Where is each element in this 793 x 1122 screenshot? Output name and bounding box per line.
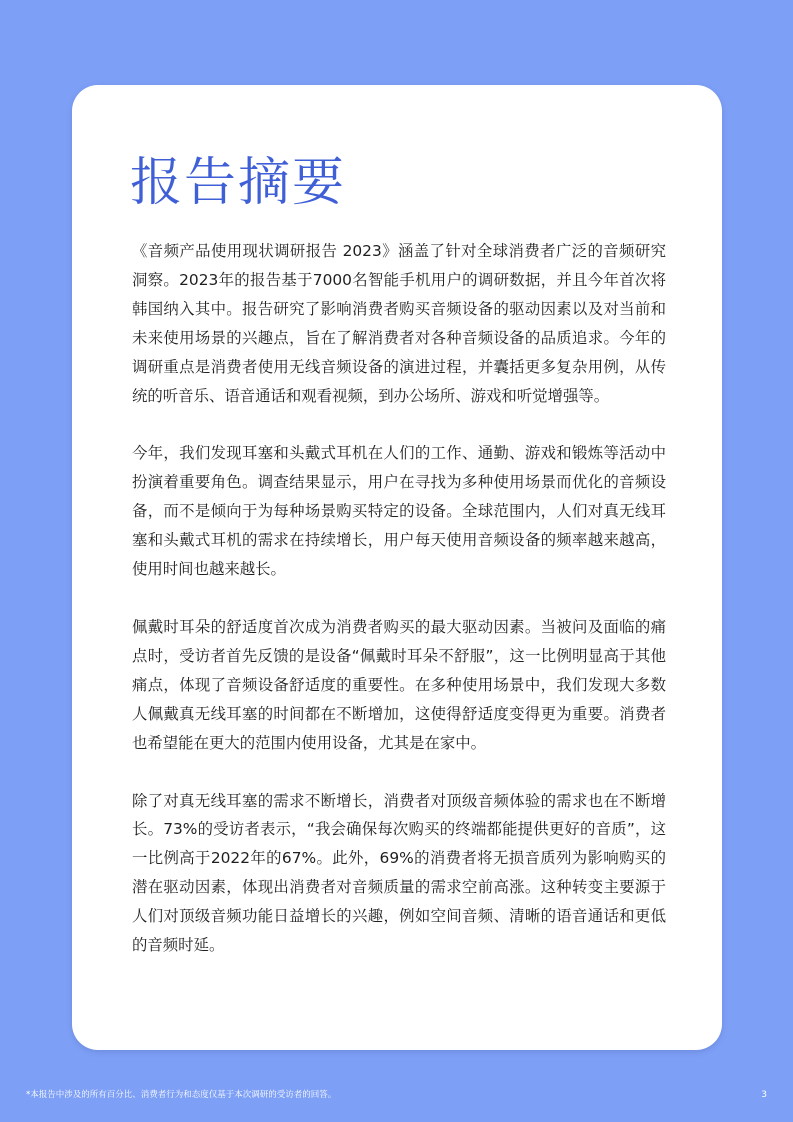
summary-body: [132, 237, 666, 989]
page-title: 报告摘要: [130, 153, 347, 213]
paragraph-usage-scenarios: 今年，我们发现耳塞和头戴式耳机在人们的工作、通勤、游戏和锻炼等活动中扮演着重要角色。调查结果显示，用户在寻找为多种使用场景而优化的音频设备，而不是倾向于为每种场景购买特定的设备。全球范围内，人们对真无线耳塞和头戴式耳机的需求在持续增长，用户每天使用音频设备的频率越来越高，使用时间也越来越长。: [132, 444, 666, 579]
paragraph-overview: 《音频产品使用现状调研报告 2023》涵盖了针对全球消费者广泛的音频研究洞察。2023年的报告基于7000名智能手机用户的调研数据，并且今年首次将韩国纳入其中。报告研究了影响消费者购买音频设备的驱动因素以及对当前和未来使用场景的兴趣点，旨在了解消费者对各种音频设备的品质追求。今年的调研重点是消费者使用无线音频设备的演进过程，并囊括更多复杂用例，从传统的听音乐、语音通话和观看视频，到办公场所、游戏和听觉增强等。: [132, 242, 666, 405]
footnote: *本报告中涉及的所有百分比、消费者行为和态度仅基于本次调研的受访者的回答。: [26, 1090, 337, 1100]
paragraph-comfort: 佩戴时耳朵的舒适度首次成为消费者购买的最大驱动因素。当被问及面临的痛点时，受访者首先反馈的是设备“佩戴时耳朵不舒服”，这一比例明显高于其他痛点，体现了音频设备舒适度的重要性。在多种使用场景中，我们发现大多数人佩戴真无线耳塞的时间都在不断增加，这使得舒适度变得更为重要。消费者也希望能在更大的范围内使用设备，尤其是在家中。: [132, 617, 666, 752]
paragraph-audio-quality: 除了对真无线耳塞的需求不断增长，消费者对顶级音频体验的需求也在不断增长。73%的受访者表示，“我会确保每次购买的终端都能提供更好的音质”，这一比例高于2022年的67%。此外，69%的消费者将无损音质列为影响购买的潜在驱动因素，体现出消费者对音频质量的需求空前高涨。这种转变主要源于人们对顶级音频功能日益增长的兴趣，例如空间音频、清晰的语音通话和更低的音频时延。: [132, 791, 666, 955]
page-number: 3: [761, 1090, 767, 1100]
summary-card: [72, 85, 722, 1050]
